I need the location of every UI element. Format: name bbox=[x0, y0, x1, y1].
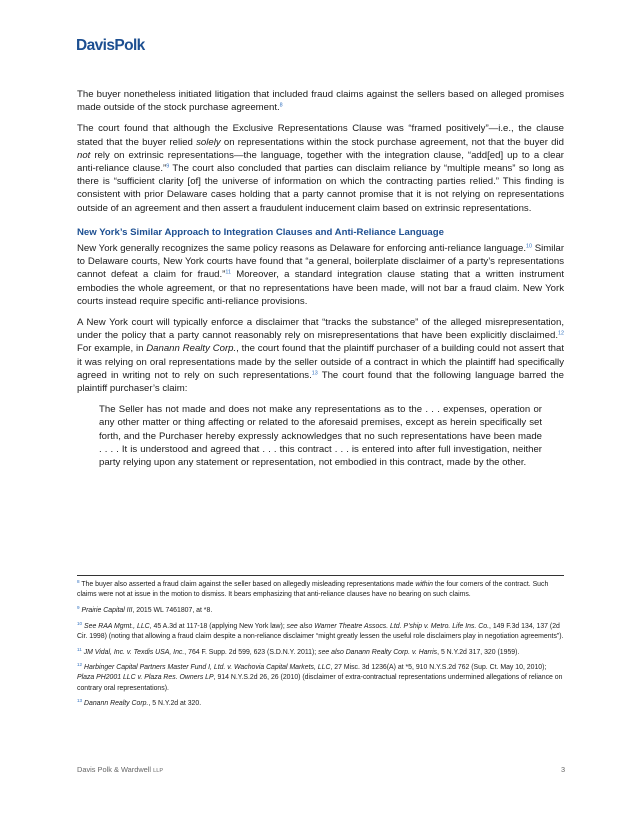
footnote-ref-9[interactable]: 9 bbox=[166, 163, 170, 170]
paragraph-2: The court found that although the Exclusive Representations Clause was “framed positively”—i.e., the clause stated that the buyer relied solely on representations within the stock purchase agreement, not that the buyer did not rely on extrinsic representations—the language, together with the integration clause, “add[ed] up to a clear anti-reliance clause.”$^9$ The court also concluded that parties can disclaim reliance by “multiple means” so long as there is “sufficient clarity [of] the universe of information on which the contracting parties relied.” This finding is consistent with prior Delaware cases holding that a party cannot promise that it is not relying on representations outside of an agreement and then assert a fraudulent inducement claim based on extrinsic representations. bbox=[77, 123, 564, 214]
footnotes bbox=[77, 575, 564, 715]
footnote-ref-13[interactable]: 13 bbox=[311, 370, 318, 377]
paragraph-3: New York generally recognizes the same policy reasons as Delaware for enforcing anti-reliance language.$^{10}$ Similar to Delaware courts, New York courts have found that “a general, boilerplate disclaimer of a party’s representations cannot defeat a claim for fraud.”$^{11}$ Moreover, a standard integration clause stating that a written instrument embodies the whole agreement, or that no representations have been made, will not bar a fraud claim. New York courts instead require specific anti-reliance provisions. bbox=[77, 243, 565, 307]
footnote-ref-10[interactable]: 10 bbox=[526, 243, 533, 250]
footnote-ref-11[interactable]: 11 bbox=[225, 269, 231, 276]
footnote-10: $^{10}$ See RAA Mgmt., LLC, 45 A.3d at 117-18 (applying New York law); see also Warner Theatre Assocs. Ltd. P’ship v. Metro. Life Ins. Co., 149 F.3d 134, 137 (2d Cir. 1998) (noting that allowing a fraud claim despite a non-reliance disclaimer “might greatly lessen the useful role disclaimers play in negotiation agreements”). bbox=[77, 620, 564, 640]
footnote-11: $^{11}$ JM Vidal, Inc. v. Texdis USA, Inc., 764 F. Supp. 2d 599, 623 (S.D.N.Y. 2011); see also Danann Realty Corp. v. Harris, 5 N.Y.2d 317, 320 (1959). bbox=[77, 646, 520, 656]
main-content bbox=[77, 88, 564, 469]
quote-text: The Seller has not made and does not make any representations as to the . . . expenses, operation or any other matter or thing affecting or related to the aforesaid premises, except as herein specifically set forth, and the Purchaser hereby expressly acknowledges that no such representations have been made . . . . It is understood and agreed that . . . this contract . . . is entered into after full investigation, neither party relying upon any statement or representation, not embodied in this contract, made by the other. bbox=[99, 404, 542, 469]
block-quote bbox=[99, 403, 542, 469]
footnote-ref-12[interactable]: 12 bbox=[558, 330, 564, 337]
paragraph-4: A New York court will typically enforce a disclaimer that “tracks the substance” of the alleged misrepresentation, under the policy that a party cannot reasonably rely on misrepresentations that have been explicitly disclaimed.$^{12}$ For example, in Danann Realty Corp., the court found that the plaintiff purchaser of a building could not assert that it was relying on oral representations made by the seller outside of a contract in which the plaintiff had specifically agreed in writing not to rely on such representations.$^{13}$ The court found that the following language barred the plaintiff purchaser’s claim: bbox=[77, 317, 564, 395]
footnote-8: $^8$ The buyer also asserted a fraud claim against the seller based on allegedly misleading representations made within the four corners of the contract. Such claims were not at issue in the motion to dismiss. It bears emphasizing that anti-reliance clauses have no bearing on such claims. bbox=[77, 579, 549, 599]
page-number: 3 bbox=[561, 765, 566, 774]
footnote-12: $^{12}$ Harbinger Capital Partners Master Fund I, Ltd. v. Wachovia Capital Markets, LLC, 27 Misc. 3d 1236(A) at *5, 910 N.Y.S.2d 762 (Sup. Ct. May 10, 2010); Plaza PH2001 LLC v. Plaza Res. Owners LP, 914 N.Y.S.2d 26, 26 (2010) (disclaimer of extra-contractual representations undermined allegations of reliance on contrary oral representations). bbox=[77, 662, 563, 692]
footnote-13: $^{13}$ Danann Realty Corp., 5 N.Y.2d at 320. bbox=[77, 698, 202, 708]
section-heading: New York’s Similar Approach to Integration Clauses and Anti-Reliance Language bbox=[77, 226, 444, 238]
footnote-ref-8[interactable]: 8 bbox=[279, 102, 283, 109]
footer-firm-name: Davis Polk & Wardwell LLP bbox=[77, 765, 164, 774]
paragraph-1: The buyer nonetheless initiated litigation that included fraud claims against the sellers based on alleged promises made outside of the stock purchase agreement.$^8$ bbox=[77, 89, 564, 114]
davis-polk-logo: DavisPolk bbox=[76, 37, 145, 54]
footnote-9: $^9$ Prairie Capital III, 2015 WL 7461807, at *8. bbox=[77, 605, 213, 614]
